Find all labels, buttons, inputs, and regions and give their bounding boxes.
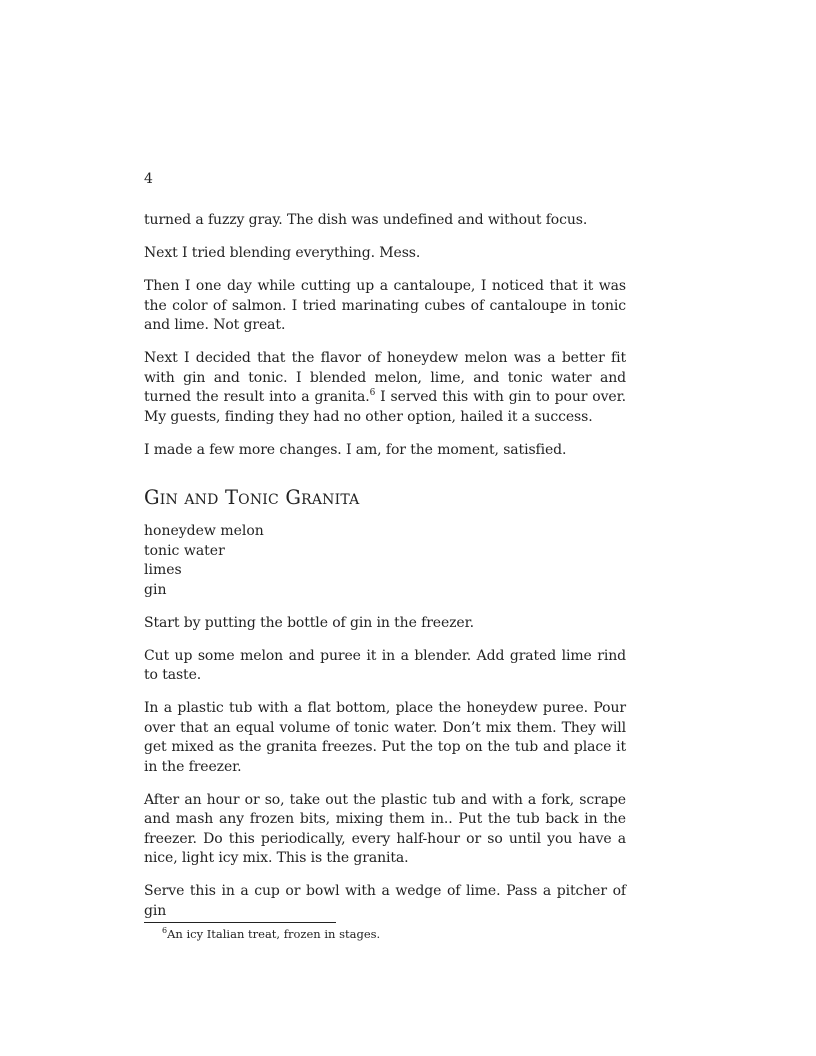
recipe-step: Cut up some melon and puree it in a blender. Add grated lime rind to taste. (144, 647, 626, 683)
paragraph-satisfied: I made a few more changes. I am, for the moment, satisfied. (144, 441, 567, 458)
paragraph-blending: Next I tried blending everything. Mess. (144, 245, 421, 261)
recipe-step: In a plastic tub with a flat bottom, place the honeydew puree. Pour over that an equal volume of tonic water. Don’t mix them. They will get mixed as the granita freezes. Put the top on the tub and place it in the freezer. (144, 700, 626, 775)
recipe-step: Serve this in a cup or bowl with a wedge of lime. Pass a pitcher of gin (144, 883, 626, 919)
ingredient-item: honeydew melon (144, 523, 264, 539)
main-text (144, 211, 626, 935)
footnote-mark: 6 (162, 926, 168, 935)
recipe-step: After an hour or so, take out the plastic tub and with a fork, scrape and mash any frozen bits, mixing them in.. Put the tub back in the freezer. Do this periodically, every half-hour or so until you have a nice, light icy mix. This is the granita. (144, 791, 626, 866)
honeydew-text-before-note: Next I decided that the flavor of honeydew melon was a better fit with gin and tonic. I blended melon, lime, and tonic water and turned the result into a granita. (144, 350, 626, 405)
paragraph-cantaloupe: Then I one day while cutting up a cantaloupe, I noticed that it was the color of salmon. I tried marinating cubes of cantaloupe in tonic and lime. Not great. (144, 278, 626, 333)
paragraph-honeydew (144, 349, 626, 427)
ingredient-item: tonic water (144, 542, 225, 559)
honeydew-text-after-note: I served this with gin to pour over. My guests, finding they had no other option, hailed it a success. (144, 389, 627, 425)
page-number: 4 (144, 171, 153, 187)
footnote-reference: 6 (369, 388, 376, 398)
recipe-title: Gin and Tonic Granita (144, 486, 360, 509)
ingredient-list (144, 522, 626, 600)
paragraph-fuzzy-gray: turned a fuzzy gray. The dish was undefined and without focus. (144, 212, 588, 228)
recipe-step: Start by putting the bottle of gin in the freezer. (144, 614, 475, 631)
footnote-text: An icy Italian treat, frozen in stages. (167, 927, 381, 941)
ingredient-item: gin (144, 581, 167, 598)
footnote (162, 927, 380, 942)
footnote-divider (144, 922, 336, 923)
ingredient-item: limes (144, 562, 182, 578)
